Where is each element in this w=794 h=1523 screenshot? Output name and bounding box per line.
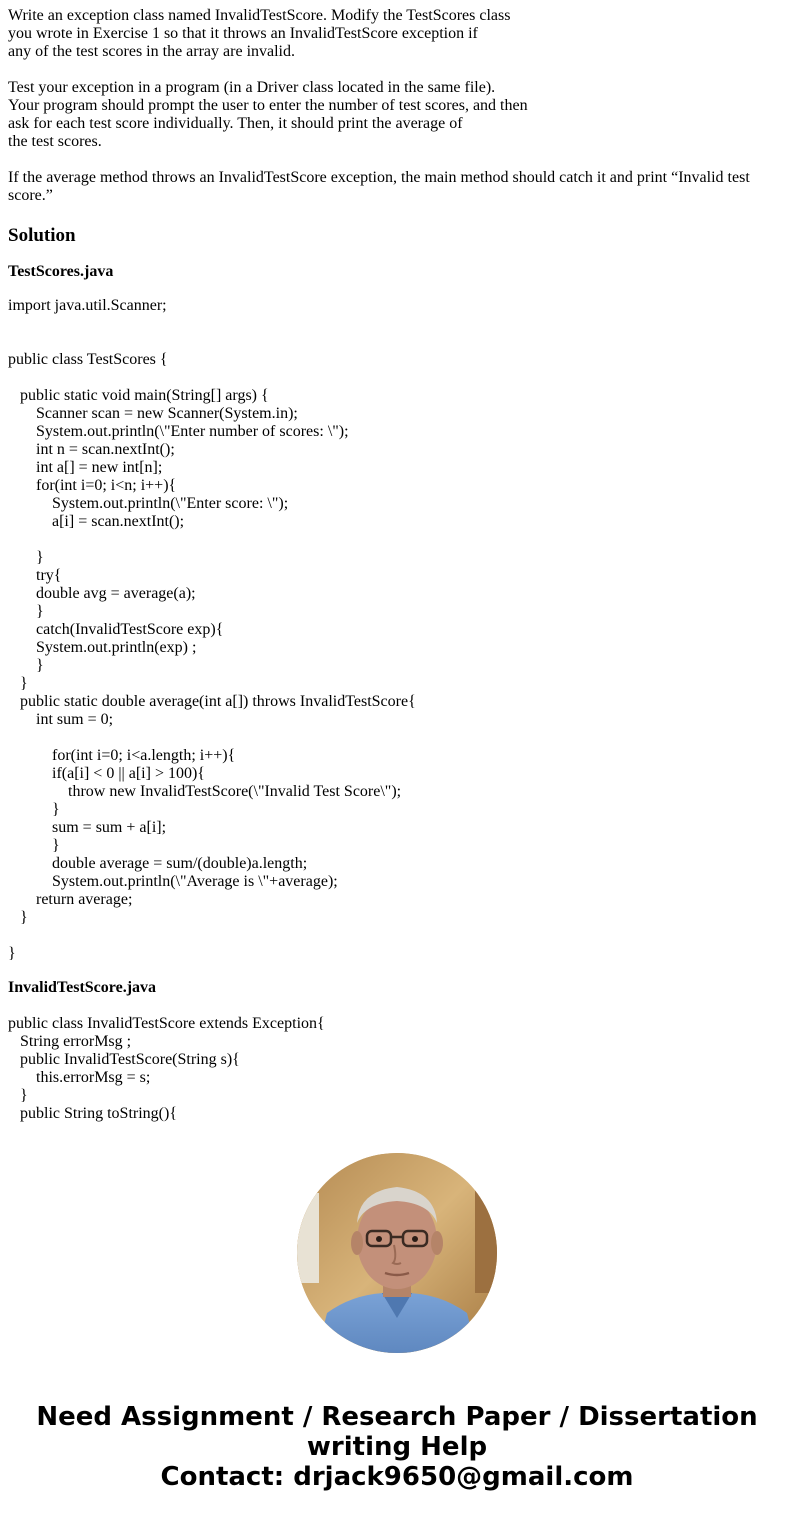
solution-heading: Solution [8, 225, 76, 246]
code-line: } [8, 837, 60, 854]
code-line [8, 315, 786, 333]
code-line: for(int i=0; i<a.length; i++){ [8, 747, 236, 764]
code-line: sum = sum + a[i]; [8, 819, 167, 836]
code-line [8, 997, 786, 1015]
file1-code [8, 315, 786, 963]
code-line: } [8, 549, 44, 566]
code-line: } [8, 675, 28, 692]
code-line: throw new InvalidTestScore(\"Invalid Test Score\"); [8, 783, 402, 800]
document-content [8, 0, 786, 1122]
code-line: try{ [8, 567, 62, 584]
code-line: this.errorMsg = s; [8, 1069, 151, 1086]
code-line [8, 927, 786, 945]
intro-paragraph-1: Write an exception class named InvalidTestScore. Modify the TestScores class you wrote in Exercise 1 so that it throws an InvalidTestScore exception if any of the test scores in the array are invalid. [8, 7, 511, 60]
code-line: a[i] = scan.nextInt(); [8, 513, 185, 530]
code-line: } [8, 603, 44, 620]
code-line: } [8, 1087, 28, 1104]
file2-code [8, 997, 786, 1122]
code-line: catch(InvalidTestScore exp){ [8, 621, 224, 638]
author-portrait-image [297, 1153, 497, 1353]
author-avatar [297, 1153, 497, 1353]
file2-name: InvalidTestScore.java [8, 979, 157, 996]
code-line: double average = sum/(double)a.length; [8, 855, 308, 872]
code-line: return average; [8, 891, 133, 908]
code-line: int a[] = new int[n]; [8, 459, 163, 476]
code-line [8, 531, 786, 549]
code-line: public static double average(int a[]) throws InvalidTestScore{ [8, 693, 416, 710]
banner-line-3: Contact: drjack9650@gmail.com [160, 1462, 634, 1492]
file1-name: TestScores.java [8, 263, 114, 280]
banner-line-1: Need Assignment / Research Paper / Dissertation [36, 1402, 758, 1432]
intro-paragraph-3: If the average method throws an InvalidTestScore exception, the main method should catch it and print “Invalid test score.” [8, 169, 750, 204]
code-line: Scanner scan = new Scanner(System.in); [8, 405, 298, 422]
code-line [8, 729, 786, 747]
code-line: } [8, 945, 16, 962]
banner-line-2: writing Help [306, 1432, 488, 1462]
code-line: double avg = average(a); [8, 585, 196, 602]
intro-paragraph-2: Test your exception in a program (in a Driver class located in the same file). Your program should prompt the user to enter the number of test scores, and then ask for each test score individually. Then, it should print the average of the test scores. [8, 79, 528, 150]
code-line: } [8, 909, 28, 926]
code-line: public class TestScores { [8, 351, 168, 368]
code-line: System.out.println(exp) ; [8, 639, 197, 656]
code-line: public class InvalidTestScore extends Exception{ [8, 1015, 325, 1032]
code-line: System.out.println(\"Enter number of scores: \"); [8, 423, 349, 440]
file1-import: import java.util.Scanner; [8, 297, 167, 314]
code-line: for(int i=0; i<n; i++){ [8, 477, 177, 494]
contact-banner [0, 1402, 794, 1492]
code-line: } [8, 657, 44, 674]
code-line: int sum = 0; [8, 711, 114, 728]
code-line: } [8, 801, 60, 818]
code-line: if(a[i] < 0 || a[i] > 100){ [8, 765, 205, 782]
code-line [8, 369, 786, 387]
code-line: int n = scan.nextInt(); [8, 441, 175, 458]
code-line [8, 333, 786, 351]
code-line: public static void main(String[] args) { [8, 387, 269, 404]
code-line: public String toString(){ [8, 1105, 178, 1122]
code-line: String errorMsg ; [8, 1033, 132, 1050]
code-line: System.out.println(\"Average is \"+average); [8, 873, 338, 890]
code-line: public InvalidTestScore(String s){ [8, 1051, 240, 1068]
code-line: System.out.println(\"Enter score: \"); [8, 495, 289, 512]
